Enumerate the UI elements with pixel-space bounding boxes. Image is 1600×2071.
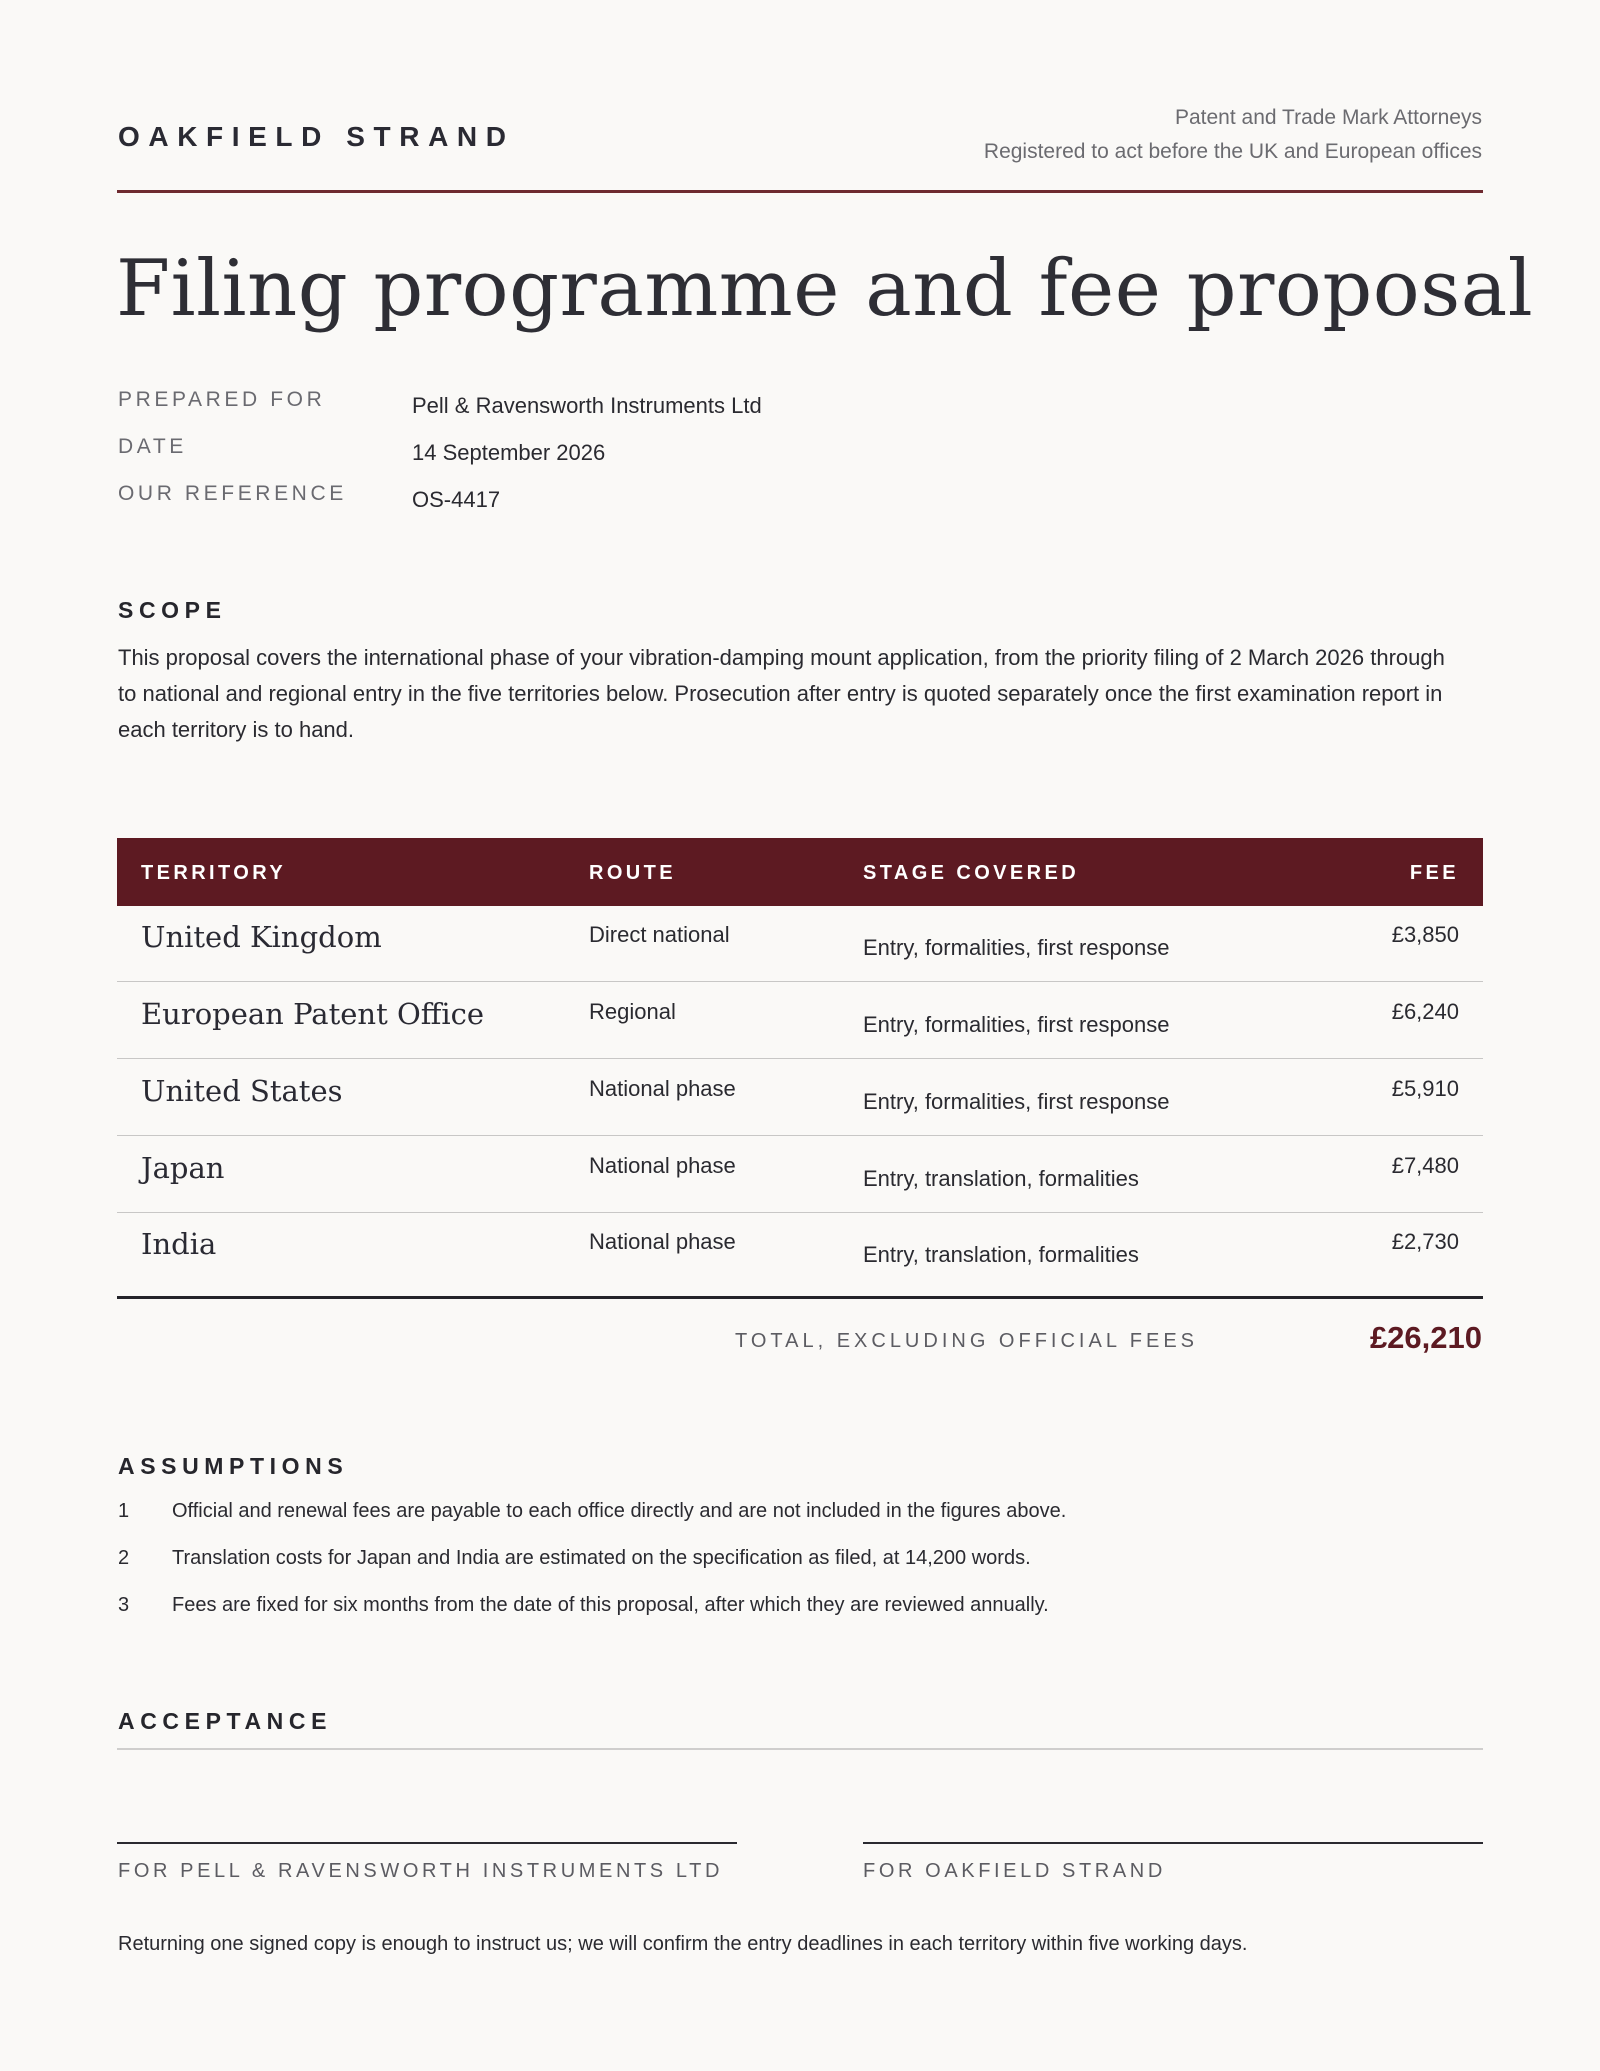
date-value: 14 September 2026 bbox=[412, 440, 606, 465]
scope-text: This proposal covers the international phase of your vibration-damping mount application, from the priority filing of 2 March 2026 through to national and regional entry in the five territories below. Prosecution after entry is quoted separately once the first examination report in each territory is to hand. bbox=[118, 645, 1445, 742]
assumption-text: Official and renewal fees are payable to each office directly and are not included in the figures above. bbox=[172, 1500, 1067, 1522]
acceptance-divider bbox=[117, 1748, 1483, 1750]
column-header-fee: FEE bbox=[1409, 862, 1459, 884]
row-divider bbox=[117, 1058, 1483, 1059]
column-header-territory: TERRITORY bbox=[141, 862, 287, 884]
header-divider bbox=[117, 190, 1483, 193]
stage-cell: Entry, formalities, first response bbox=[863, 1089, 1170, 1114]
assumption-text: Fees are fixed for six months from the date of this proposal, after which they are reviewed annually. bbox=[172, 1594, 1049, 1616]
stage-cell: Entry, formalities, first response bbox=[863, 935, 1170, 960]
table-row bbox=[117, 1213, 1483, 1289]
acceptance-heading: ACCEPTANCE bbox=[118, 1708, 333, 1734]
date-label: DATE bbox=[118, 435, 187, 458]
territory-cell: India bbox=[141, 1227, 217, 1261]
firm-name: OAKFIELD STRAND bbox=[118, 121, 515, 152]
table-row bbox=[117, 1137, 1483, 1213]
firm-tagline-line-2: Registered to act before the UK and European offices bbox=[983, 140, 1482, 163]
assumption-number: 2 bbox=[118, 1547, 130, 1569]
route-cell: National phase bbox=[589, 1153, 736, 1178]
scope-heading: SCOPE bbox=[118, 597, 227, 623]
reference-label: OUR REFERENCE bbox=[118, 482, 347, 505]
prepared-for-value: Pell & Ravensworth Instruments Ltd bbox=[412, 393, 762, 418]
firm-signature-line[interactable] bbox=[863, 1842, 1483, 1844]
route-cell: Direct national bbox=[589, 922, 730, 947]
assumptions-heading: ASSUMPTIONS bbox=[118, 1453, 349, 1479]
route-cell: Regional bbox=[589, 999, 676, 1024]
stage-cell: Entry, translation, formalities bbox=[863, 1166, 1139, 1191]
fee-cell: £2,730 bbox=[1391, 1229, 1459, 1254]
client-signature-label: FOR PELL & RAVENSWORTH INSTRUMENTS LTD bbox=[118, 1860, 724, 1882]
closing-note: Returning one signed copy is enough to instruct us; we will confirm the entry deadlines in each territory within five working days. bbox=[118, 1933, 1248, 1955]
total-label: TOTAL, EXCLUDING OFFICIAL FEES bbox=[734, 1330, 1198, 1352]
assumption-text: Translation costs for Japan and India are estimated on the specification as filed, at 14,200 words. bbox=[172, 1547, 1031, 1569]
table-row bbox=[117, 983, 1483, 1059]
fee-cell: £6,240 bbox=[1391, 999, 1459, 1024]
route-cell: National phase bbox=[589, 1229, 736, 1254]
territory-cell: Japan bbox=[141, 1151, 225, 1185]
firm-signature-label: FOR OAKFIELD STRAND bbox=[863, 1860, 1166, 1882]
row-divider bbox=[117, 1135, 1483, 1136]
table-row bbox=[117, 1060, 1483, 1136]
firm-tagline-line-1: Patent and Trade Mark Attorneys bbox=[1174, 106, 1482, 129]
total-value: £26,210 bbox=[1369, 1320, 1482, 1355]
total-divider bbox=[117, 1296, 1483, 1299]
stage-cell: Entry, translation, formalities bbox=[863, 1242, 1139, 1267]
stage-cell: Entry, formalities, first response bbox=[863, 1012, 1170, 1037]
page-title: Filing programme and fee proposal bbox=[116, 244, 1534, 334]
route-cell: National phase bbox=[589, 1076, 736, 1101]
territory-cell: European Patent Office bbox=[141, 997, 485, 1031]
firm-tagline bbox=[984, 101, 1482, 169]
client-signature-line[interactable] bbox=[117, 1842, 737, 1844]
territory-cell: United States bbox=[141, 1074, 343, 1108]
assumption-number: 3 bbox=[118, 1594, 130, 1616]
territory-cell: United Kingdom bbox=[141, 920, 382, 954]
fee-cell: £7,480 bbox=[1391, 1153, 1459, 1178]
prepared-for-label: PREPARED FOR bbox=[118, 388, 326, 411]
reference-value: OS-4417 bbox=[412, 487, 501, 512]
column-header-route: ROUTE bbox=[589, 862, 676, 884]
fee-cell: £3,850 bbox=[1391, 922, 1459, 947]
fee-table-header bbox=[117, 838, 1483, 906]
fee-cell: £5,910 bbox=[1391, 1076, 1459, 1101]
table-row bbox=[117, 906, 1483, 982]
assumption-number: 1 bbox=[118, 1500, 130, 1522]
row-divider bbox=[117, 981, 1483, 982]
column-header-stage: STAGE COVERED bbox=[863, 862, 1080, 884]
